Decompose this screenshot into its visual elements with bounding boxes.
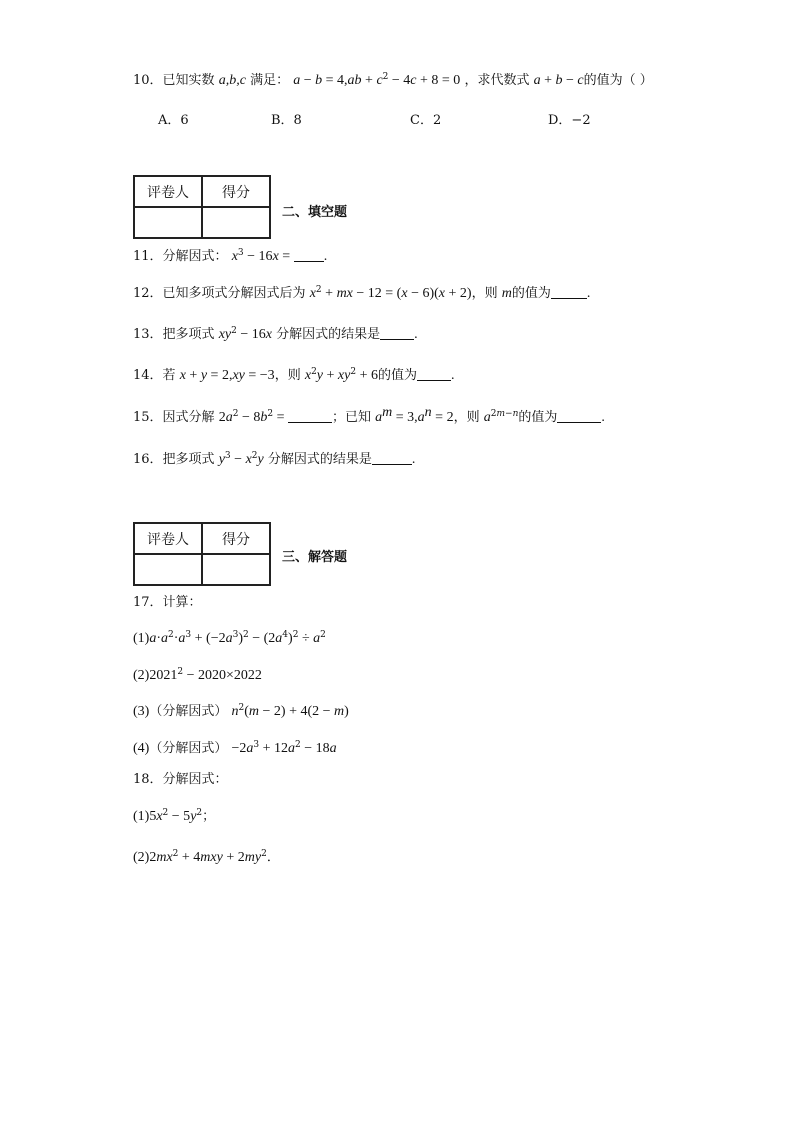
table-header-score: 得分 bbox=[202, 523, 270, 554]
table-header-reviewer: 评卷人 bbox=[134, 523, 202, 554]
answer-blank[interactable] bbox=[380, 326, 414, 340]
section-title-fill-in: 二、填空题 bbox=[282, 205, 348, 220]
score-cell[interactable] bbox=[202, 207, 270, 238]
question-16: 16．把多项式 $y^3 - x^2y$ 分解因式的结果是 . bbox=[133, 451, 416, 467]
question-17-part-4: (4)（分解因式） $-2a^3 + 12a^2 - 18a$ bbox=[133, 740, 337, 756]
math-expression: a bbox=[533, 73, 541, 88]
option-d[interactable]: D．−2 bbox=[548, 113, 591, 128]
question-17: 17．计算： bbox=[133, 595, 202, 610]
option-a[interactable]: A．6 bbox=[158, 113, 189, 128]
math-vars: a,b,c bbox=[218, 73, 246, 88]
question-17-part-2: $(2)2021^2 - 2020\times 2022$ bbox=[133, 667, 262, 683]
question-13: 13．把多项式 $xy^2 - 16x$ 分解因式的结果是 . bbox=[133, 326, 418, 342]
question-18-part-2: $(2)2mx^2 + 4mxy + 2my^2$． bbox=[133, 849, 280, 865]
question-15: 15．因式分解 $2a^2 - 8b^2$ = ；已知 $a^m = 3,a^n = 2$，则 $a^{2m-n}$的值为 . bbox=[133, 405, 605, 425]
answer-blank[interactable] bbox=[372, 451, 412, 465]
answer-blank[interactable] bbox=[294, 248, 324, 262]
question-14: 14．若 x + y = 2,xy = −3，则 $x^2y + xy^2 + 6$的值为 . bbox=[133, 367, 455, 383]
answer-blank-1[interactable] bbox=[288, 409, 332, 423]
reviewer-cell[interactable] bbox=[134, 207, 202, 238]
answer-blank[interactable] bbox=[417, 367, 451, 381]
answer-blank-2[interactable] bbox=[557, 409, 601, 423]
math-condition: a bbox=[293, 73, 301, 88]
question-12: 12．已知多项式分解因式后为 $x^2$ + mx − 12 = (x − 6)(x + 2)，则 m的值为 . bbox=[133, 285, 591, 301]
question-18-part-1: $(1)5x^2 - 5y^2$； bbox=[133, 808, 216, 824]
answer-blank[interactable] bbox=[551, 285, 587, 299]
option-b[interactable]: B．8 bbox=[271, 113, 302, 128]
score-cell[interactable] bbox=[202, 554, 270, 585]
question-17-part-1: $(1)a\cdot a^2\cdot a^3 + (-2a^3)^2 - (2a^4)^2 \div a^2$ bbox=[133, 630, 326, 646]
question-10: 10．已知实数 a,b,c 满足： $a - b = 4,ab + c^2 - 4c + 8 = 0$ ，求代数式 a + b − c的值为（ ） bbox=[133, 72, 653, 88]
score-table-section3 bbox=[133, 522, 271, 586]
section-title-solve: 三、解答题 bbox=[282, 550, 348, 565]
option-c[interactable]: C．2 bbox=[410, 113, 442, 128]
table-header-reviewer: 评卷人 bbox=[134, 176, 202, 207]
question-17-part-3: (3)（分解因式） $n^2(m - 2) + 4(2 - m)$ bbox=[133, 703, 349, 719]
question-18: 18．分解因式： bbox=[133, 772, 228, 787]
score-table-section2 bbox=[133, 175, 271, 239]
question-11: 11．分解因式： $x^3 - 16x$ = . bbox=[133, 248, 328, 264]
table-header-score: 得分 bbox=[202, 176, 270, 207]
reviewer-cell[interactable] bbox=[134, 554, 202, 585]
